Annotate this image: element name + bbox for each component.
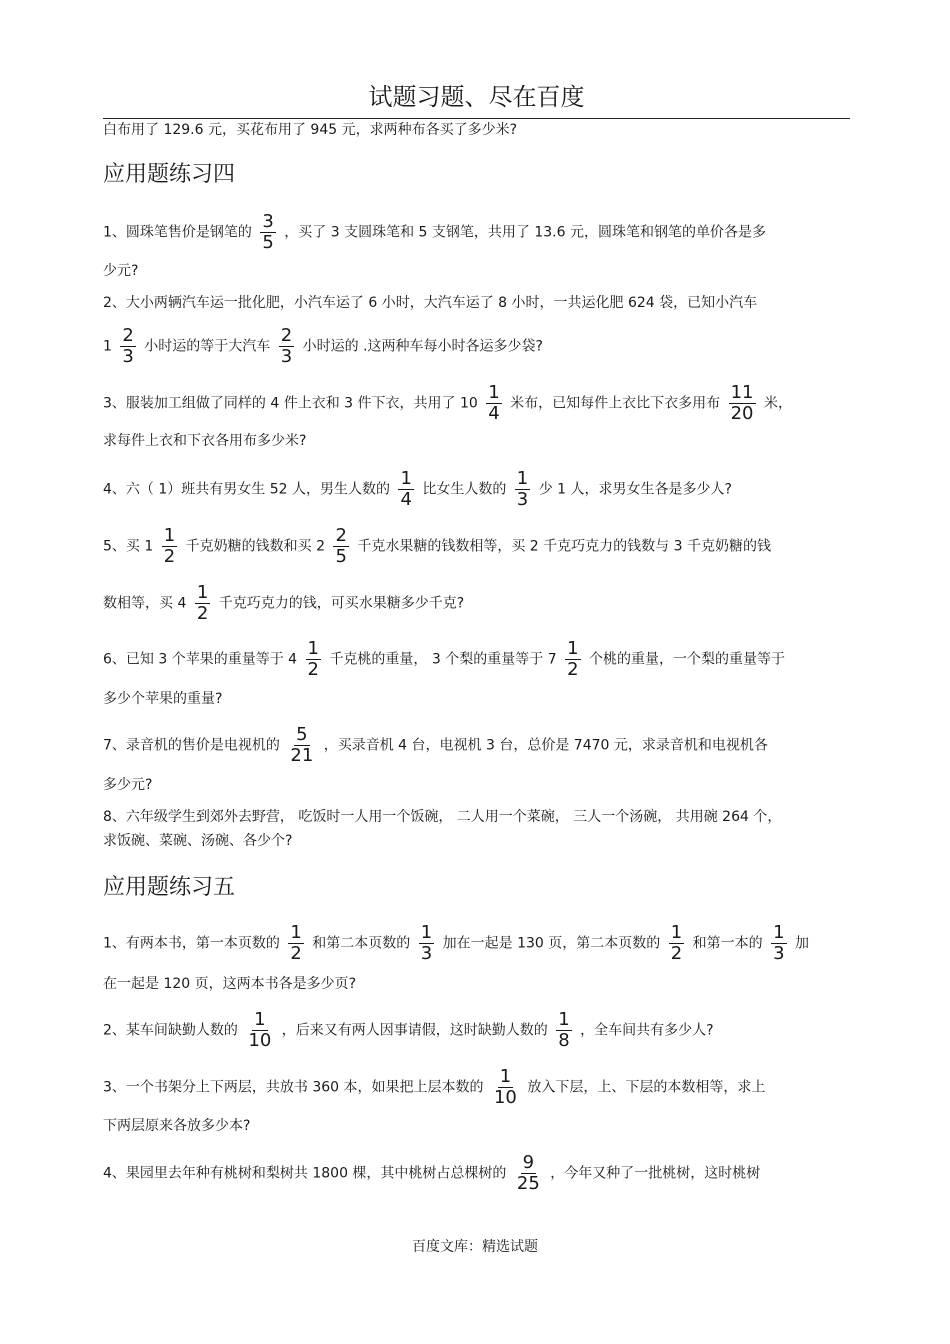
- page-footer: 百度文库：精选试题: [412, 1239, 538, 1255]
- page-title: 试题习题、尽在百度: [368, 83, 585, 111]
- fraction: $\frac{11}{20}$: [730, 382, 754, 424]
- fraction: $\frac{2}{3}$: [280, 325, 293, 367]
- problem-5-3-cont: 下两层原来各放多少本?: [103, 1118, 251, 1134]
- section-title-4: 应用题练习四: [103, 162, 236, 187]
- problem-4-5: 5、买 1 $\frac{1}{2}$ 千克奶糖的钱数和买 2 $\frac{2}{5}$ 千克水果糖的钱数相等，买 2 千克巧克力的钱数与 3 千克奶糖的钱: [103, 525, 771, 567]
- fraction: $\frac{2}{3}$: [122, 325, 134, 367]
- problem-5-1-cont: 在一起是 120 页，这两本书各是多少页?: [103, 976, 357, 992]
- fraction: $\frac{3}{5}$: [262, 211, 274, 253]
- fraction: $\frac{1}{2}$: [196, 582, 209, 624]
- problem-5-1: 1、有两本书，第一本页数的 $\frac{1}{2}$ 和第二本页数的 $\frac{1}{3}$ 加在一起是 130 页，第二本页数的 $\frac{1}{2}$ 和第一本的 $\frac{1}{3}$ 加: [103, 922, 809, 964]
- problem-4-1: 1、圆珠笔售价是钢笔的 $\frac{3}{5}$ ，买了 3 支圆珠笔和 5 支钢笔，共用了 13.6 元，圆珠笔和钢笔的单价各是多: [103, 211, 766, 253]
- fraction: $\frac{1}{3}$: [516, 468, 529, 510]
- fraction: $\frac{1}{2}$: [307, 638, 319, 680]
- fraction: $\frac{1}{4}$: [400, 468, 412, 510]
- intro-line: 白布用了 129.6 元，买花布用了 945 元，求两种布各买了多少米?: [103, 122, 518, 138]
- fraction: $\frac{2}{5}$: [335, 525, 347, 567]
- fraction: $\frac{1}{10}$: [248, 1009, 272, 1051]
- problem-4-4: 4、六（ 1）班共有男女生 52 人，男生人数的 $\frac{1}{4}$ 比女生人数的 $\frac{1}{3}$ 少 1 人，求男女生各是多少人?: [103, 468, 732, 510]
- fraction: $\frac{1}{2}$: [290, 922, 302, 964]
- fraction: $\frac{1}{3}$: [773, 922, 785, 964]
- problem-4-7-cont: 多少元?: [103, 777, 153, 793]
- fraction: $\frac{1}{10}$: [493, 1066, 517, 1108]
- problem-4-6-cont: 多少个苹果的重量?: [103, 691, 223, 707]
- problem-4-8: 8、六年级学生到郊外去野营， 吃饭时一人用一个饭碗， 二人用一个菜碗， 三人一个汤碗， 共用碗 264 个，: [103, 809, 782, 825]
- problem-5-2: 2、某车间缺勤人数的 $\frac{1}{10}$ ，后来又有两人因事请假，这时缺勤人数的 $\frac{1}{8}$ ，全车间共有多少人?: [103, 1009, 714, 1051]
- fraction: $\frac{5}{21}$: [290, 724, 314, 766]
- problem-4-6: 6、已知 3 个苹果的重量等于 4 $\frac{1}{2}$ 千克桃的重量， 3 个梨的重量等于 7 $\frac{1}{2}$ 个桃的重量，一个梨的重量等于: [103, 638, 785, 680]
- problem-4-8-cont: 求饭碗、菜碗、汤碗、各少个?: [103, 833, 293, 849]
- problem-4-5-cont: 数相等，买 4 $\frac{1}{2}$ 千克巧克力的钱，可买水果糖多少千克?: [103, 582, 465, 624]
- problem-4-7: 7、录音机的售价是电视机的 $\frac{5}{21}$ ，买录音机 4 台，电视机 3 台，总价是 7470 元，求录音机和电视机各: [103, 724, 768, 766]
- fraction: $\frac{1}{2}$: [163, 525, 176, 567]
- problem-4-1-cont: 少元?: [103, 263, 139, 279]
- section-title-5: 应用题练习五: [103, 875, 236, 900]
- problem-5-4: 4、果园里去年种有桃树和梨树共 1800 棵，其中桃树占总棵树的 $\frac{9}{25}$ ，今年又种了一批桃树，这时桃树: [103, 1152, 761, 1194]
- problem-4-2-cont: 1 $\frac{2}{3}$ 小时运的等于大汽车 $\frac{2}{3}$ 小时运的 .这两种车每小时各运多少袋?: [103, 325, 543, 367]
- problem-4-2: 2、大小两辆汽车运一批化肥，小汽车运了 6 小时，大汽车运了 8 小时，一共运化肥 624 袋，已知小汽车: [103, 295, 758, 311]
- problem-4-3-cont: 求每件上衣和下衣各用布多少米?: [103, 433, 307, 449]
- fraction: $\frac{1}{3}$: [420, 922, 433, 964]
- fraction: $\frac{1}{8}$: [558, 1009, 570, 1051]
- fraction: $\frac{1}{2}$: [670, 922, 683, 964]
- page-header: [103, 80, 850, 119]
- fraction: $\frac{1}{4}$: [488, 382, 500, 424]
- fraction: $\frac{9}{25}$: [516, 1152, 540, 1194]
- fraction: $\frac{1}{2}$: [567, 638, 579, 680]
- problem-4-3: 3、服装加工组做了同样的 4 件上衣和 3 件下衣，共用了 10 $\frac{1}{4}$ 米布，已知每件上衣比下衣多用布 $\frac{11}{20}$ 米，: [103, 382, 792, 424]
- problem-5-3: 3、一个书架分上下两层，共放书 360 本，如果把上层本数的 $\frac{1}{10}$ 放入下层，上、下层的本数相等，求上: [103, 1066, 766, 1108]
